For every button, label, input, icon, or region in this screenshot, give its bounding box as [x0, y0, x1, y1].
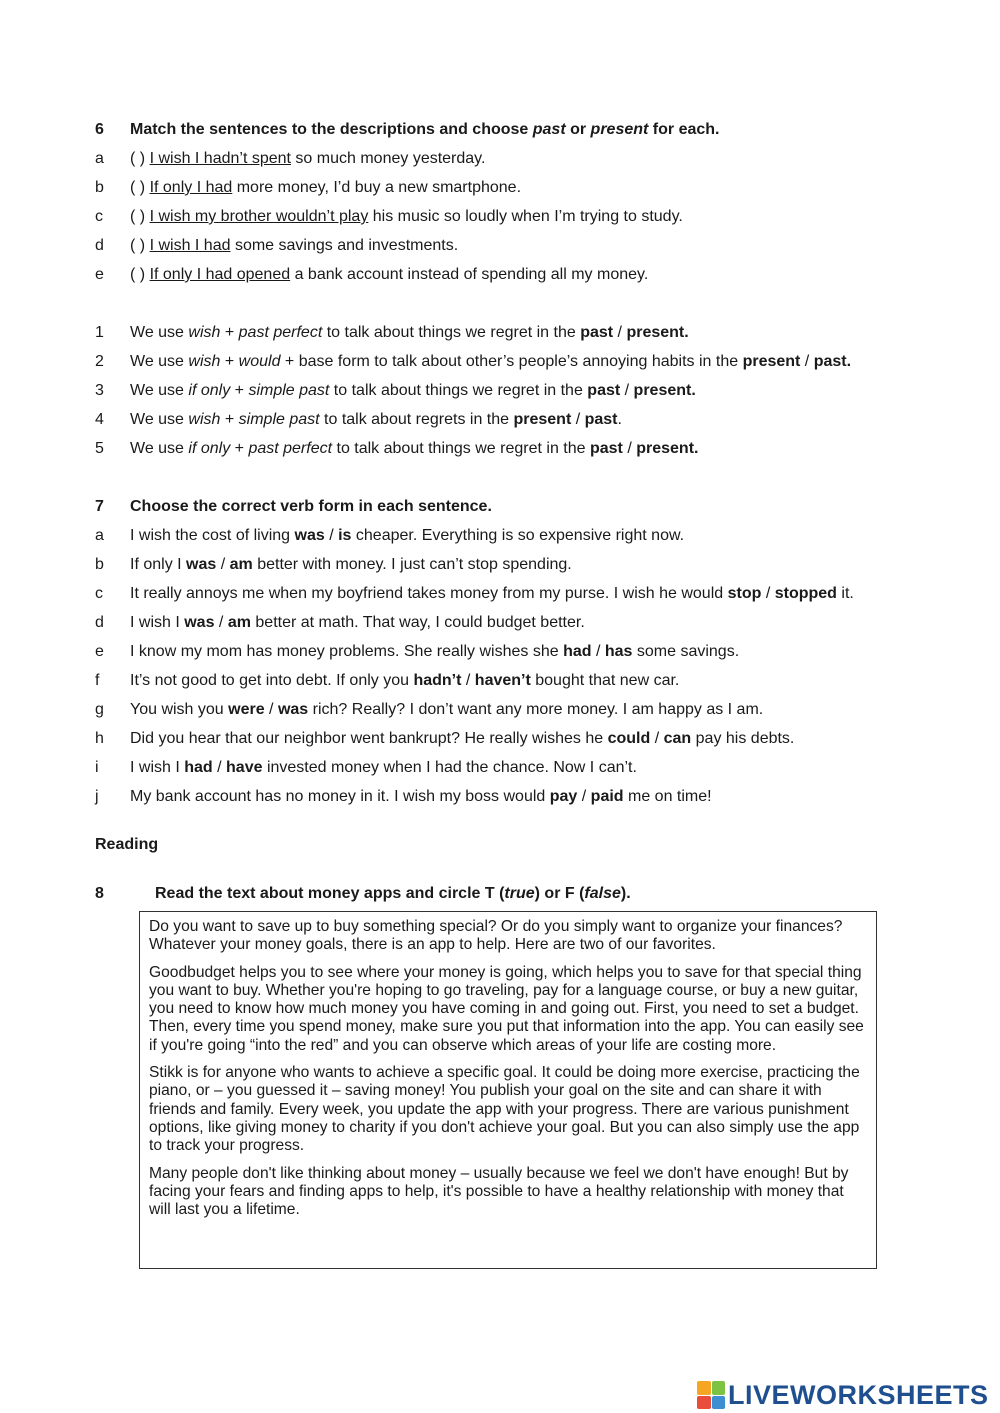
verb-option[interactable]: am — [229, 556, 253, 573]
verb-option[interactable]: had — [563, 643, 592, 660]
answer-paren[interactable]: ( ) — [130, 237, 146, 254]
verb-option[interactable]: have — [226, 759, 263, 776]
option-past[interactable]: past — [584, 411, 618, 428]
verb-option[interactable]: paid — [590, 788, 624, 805]
option-present[interactable]: present. — [626, 324, 689, 341]
verb-option[interactable]: is — [338, 527, 352, 544]
option-present[interactable]: present. — [633, 382, 696, 399]
verb-option[interactable]: haven’t — [474, 672, 531, 689]
verb-option[interactable]: stop — [727, 585, 762, 602]
verb-option[interactable]: could — [607, 730, 651, 747]
ex7-instruction: Choose the correct verb form in each sentence. — [130, 498, 492, 515]
verb-option[interactable]: can — [663, 730, 692, 747]
liveworksheets-logo-icon — [697, 1381, 725, 1409]
verb-option[interactable]: stopped — [774, 585, 837, 602]
ex8-number: 8 — [95, 885, 104, 902]
answer-paren[interactable]: ( ) — [130, 208, 146, 225]
answer-paren[interactable]: ( ) — [130, 179, 146, 196]
verb-option[interactable]: has — [604, 643, 633, 660]
ex8-instruction: Read the text about money apps and circle T (true) or F (false). — [155, 885, 631, 902]
reading-text-box — [139, 911, 877, 1269]
verb-option[interactable]: was — [277, 701, 309, 718]
reading-paragraph: Do you want to save up to buy something special? Or do you simply want to organize your finances? Whatever your money goals, there is an app to help. Here are two of our favorites. — [149, 918, 843, 954]
option-past[interactable]: past — [580, 324, 614, 341]
answer-paren[interactable]: ( ) — [130, 266, 146, 283]
option-past[interactable]: past — [587, 382, 621, 399]
option-past[interactable]: past. — [813, 353, 852, 370]
option-past[interactable]: past — [589, 440, 623, 457]
option-present[interactable]: present. — [636, 440, 699, 457]
ex6-number: 6 — [95, 121, 104, 138]
ex7-number: 7 — [95, 498, 104, 515]
verb-option[interactable]: were — [228, 701, 265, 718]
verb-option[interactable]: had — [184, 759, 213, 776]
verb-option[interactable]: was — [294, 527, 325, 544]
reading-paragraph: Goodbudget helps you to see where your money is going, which helps you to save for that special thing you want to buy. Whether you're hoping to go traveling, pay for a language course, or buy a new guitar, you need to know how much money you have coming in and going out. First, you need to set a budget. Then, every time you spend money, make sure you put that information into the app. You can easily see if you're going “into the red” and you can observe which areas of your life are costing more. — [149, 963, 864, 1054]
verb-option[interactable]: was — [186, 556, 217, 573]
ex6-instruction: Match the sentences to the descriptions and choose past or present for each. — [130, 121, 720, 138]
option-present[interactable]: present — [513, 411, 572, 428]
liveworksheets-logo-text: LIVEWORKSHEETS — [728, 1379, 989, 1410]
reading-paragraph: Stikk is for anyone who wants to achieve a specific goal. It could be doing more exercise, practicing the piano, or – you guessed it – saving money! You publish your goal on the site and can share it with friends and family. Every week, you update the app with your progress. There are various punishment options, like giving money to charity if you don't achieve your goal. But you can also simply use the app to track your progress. — [149, 1064, 860, 1155]
verb-option[interactable]: hadn’t — [413, 672, 462, 689]
answer-paren[interactable]: ( ) — [130, 150, 146, 167]
reading-paragraph: Many people don't like thinking about money – usually because we feel we don't have enough! But by facing your fears and finding apps to help, it's possible to have a healthy relationship with money that will last you a lifetime. — [149, 1164, 849, 1219]
option-present[interactable]: present — [742, 353, 801, 370]
verb-option[interactable]: pay — [549, 788, 578, 805]
liveworksheets-logo — [697, 1378, 989, 1412]
verb-option[interactable]: am — [227, 614, 251, 631]
verb-option[interactable]: was — [184, 614, 215, 631]
